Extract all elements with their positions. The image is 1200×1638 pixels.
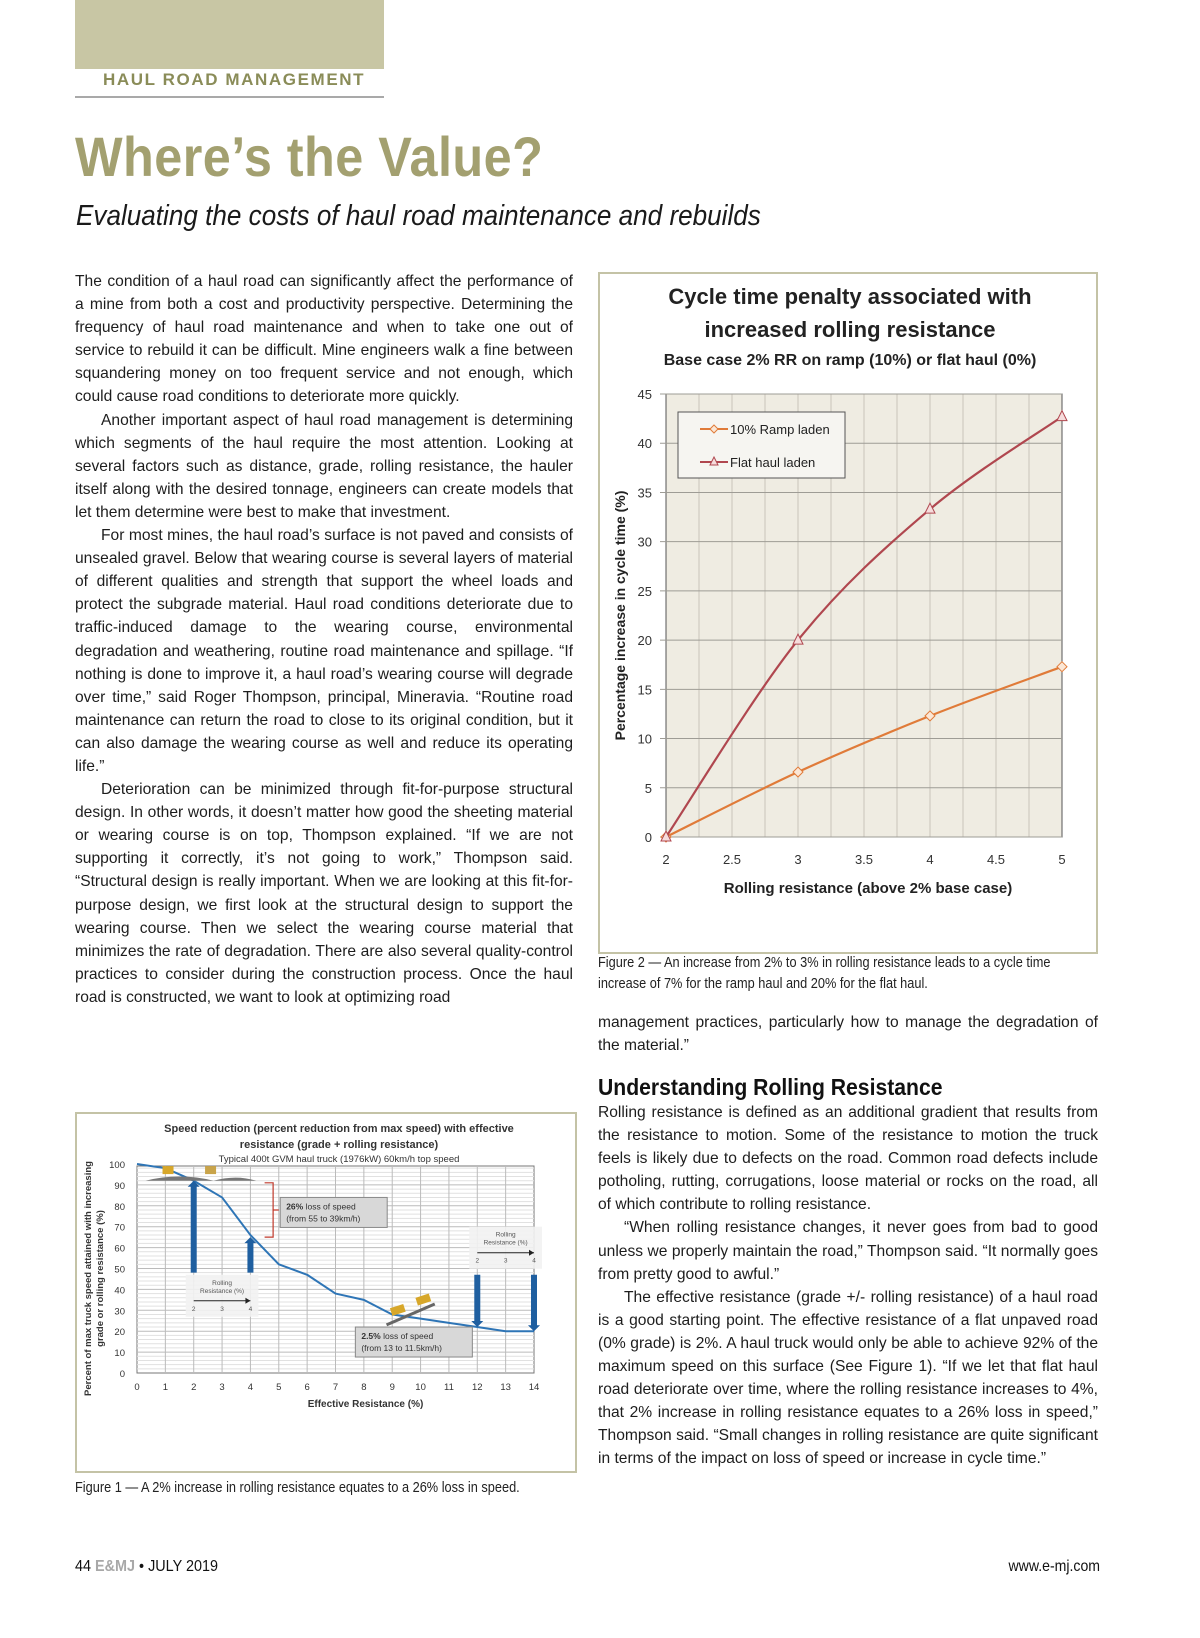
x-tick-label: 13 [500, 1382, 511, 1393]
page-number: 44 [75, 1558, 92, 1575]
y-tick-label: 30 [637, 534, 652, 550]
y-tick-label: 15 [637, 682, 652, 698]
figure-2-chart [600, 274, 1096, 952]
annotation-text: (from 13 to 11.5km/h) [361, 1343, 442, 1354]
y-tick-label: 0 [119, 1369, 125, 1380]
y-tick-label: 90 [114, 1180, 125, 1192]
x-tick-label: 5 [276, 1382, 282, 1393]
legend-label: 10% Ramp laden [730, 422, 830, 437]
rolling-resistance-scale-label: Rolling [212, 1279, 233, 1287]
paragraph: management practices, particularly how to manage the degradation of the material.” [598, 1014, 1098, 1055]
x-tick-label: 7 [332, 1382, 339, 1393]
y-tick-label: 40 [114, 1285, 125, 1297]
paragraph: Another important aspect of haul road management is determining which segments of the haul require the most attention. Looking at several factors such as distance, grade, rolling resistance, the hauler itself along with the desired tonnage, engineers can create models that let them determine were best to make that investment. [75, 411, 573, 521]
x-tick-label: 11 [443, 1382, 454, 1393]
rolling-resistance-scale-tick: 3 [220, 1305, 224, 1313]
figure-2-caption: Figure 2 — An increase from 2% to 3% in rolling resistance leads to a cycle time increase of 7% for the ramp haul and 20% for the flat haul. [598, 955, 1051, 992]
x-tick-label: 4 [926, 852, 934, 867]
annotation-text: 2.5% loss of speed [361, 1331, 434, 1342]
annotation-text: (from 55 to 39km/h) [286, 1213, 361, 1224]
issue-date: • JULY 2019 [139, 1558, 219, 1575]
deck-subtitle: Evaluating the costs of haul road maintenance and rebuilds [76, 200, 761, 232]
chart-title-line2: resistance (grade + rolling resistance) [239, 1139, 439, 1151]
rolling-resistance-scale-label: Resistance (%) [200, 1287, 245, 1295]
y-tick-label: 25 [637, 583, 652, 599]
x-tick-label: 1 [162, 1382, 169, 1393]
footer-url[interactable]: www.e-mj.com [1008, 1558, 1100, 1575]
section-divider [75, 96, 384, 98]
rolling-resistance-scale-tick: 4 [248, 1305, 253, 1313]
x-tick-label: 5 [1058, 852, 1066, 867]
y-tick-label: 20 [114, 1327, 125, 1339]
x-tick-label: 3 [219, 1382, 225, 1393]
paragraph: Rolling resistance is defined as an additional gradient that results from the resistance to motion. Some of the resistance to motion the truck feels is likely due to defects on the road. Common road defects include potholing, rutting, corrugations, loose material or rocks on the road, all of which contribute to rolling resistance. [598, 1104, 1098, 1214]
x-tick-label: 14 [528, 1382, 540, 1393]
x-tick-label: 3 [794, 852, 802, 867]
x-tick-label: 4.5 [986, 852, 1006, 867]
x-tick-label: 2 [662, 852, 670, 867]
x-tick-label: 8 [361, 1382, 367, 1393]
x-tick-label: 2.5 [722, 852, 742, 867]
y-tick-label: 60 [114, 1243, 125, 1255]
legend-label: Flat haul laden [730, 455, 816, 470]
x-tick-label: 12 [471, 1382, 483, 1393]
paragraph: The condition of a haul road can significantly affect the performance of a mine from both a cost and productivity perspective. Determining the frequency of haul road maintenance and when to take one out of service to rebuild it can be difficult. Mine engineers walk a fine between squandering money on too frequent service and not enough, which could cause road conditions to deteriorate more quickly. [75, 273, 573, 406]
y-tick-label: 40 [637, 436, 652, 452]
figure-1-chart [77, 1114, 575, 1471]
body-right-column [598, 1101, 1098, 1471]
rolling-resistance-scale-tick: 2 [475, 1257, 480, 1265]
chart-title-line1: Cycle time penalty associated with [668, 284, 1032, 309]
chart-subtitle: Typical 400t GVM haul truck (1976kW) 60km/h top speed [218, 1154, 460, 1165]
x-tick-label: 9 [389, 1382, 395, 1393]
y-tick-label: 10 [114, 1348, 125, 1360]
paragraph: “When rolling resistance changes, it never goes from bad to good unless we properly maintain the road,” Thompson said. “It normally goes from pretty good to awful.” [598, 1219, 1098, 1283]
paragraph: The effective resistance (grade +/- rolling resistance) of a haul road is a good starting point. The effective resistance of a flat unpaved road (0% grade) is 2%. A haul truck would only be able to achieve 92% of the maximum speed on this surface (See Figure 1). “If we let that flat haul road deteriorate over time, where the rolling resistance increases to 4%, that 2% increase in rolling resistance equates to a 26% loss in speed,” Thompson said. “Small changes in rolling resistance are quite significant in terms of the impact on loss of speed or increase in cycle time.” [598, 1288, 1098, 1468]
haul-truck-icon [205, 1166, 216, 1174]
y-tick-label: 45 [637, 387, 652, 402]
haul-truck-icon [163, 1166, 174, 1174]
rolling-resistance-scale-label: Resistance (%) [483, 1239, 528, 1247]
x-tick-label: 0 [134, 1382, 140, 1393]
paragraph: For most mines, the haul road’s surface is not paved and consists of unsealed gravel. Below that wearing course is several layers of material of different qualities and strength that support the wheel loads and protect the subgrade material. Haul road conditions deteriorate due to traffic-induced damage to the wearing course, environmental degradation and weathering, routine road maintenance and spillage. “If nothing is done to improve it, a haul road’s wearing course will degrade over time,” said Roger Thompson, principal, Mineravia. “Routine road maintenance can return the road to close to its original condition, but it can also damage the wearing course as well and reduce its operating life.” [75, 527, 573, 775]
y-tick-label: 50 [114, 1264, 125, 1276]
annotation-text: 26% loss of speed [286, 1201, 356, 1212]
rolling-resistance-scale-tick: 3 [503, 1257, 508, 1265]
section-subhead: Understanding Rolling Resistance [598, 1074, 943, 1100]
y-axis-label: Percentage increase in cycle time (%) [612, 490, 628, 741]
y-axis-label-line2: grade or rolling resistance (%) [95, 1210, 106, 1347]
x-tick-label: 3.5 [854, 852, 874, 867]
y-tick-label: 0 [644, 830, 652, 845]
y-tick-label: 5 [644, 780, 652, 796]
chart-title-line1: Speed reduction (percent reduction from max speed) with effective [164, 1123, 514, 1135]
figure-2 [598, 272, 1098, 954]
body-right-continuation [598, 1011, 1098, 1057]
x-tick-label: 6 [304, 1382, 310, 1393]
x-tick-label: 10 [415, 1382, 426, 1393]
publication-brand: E&MJ [95, 1558, 136, 1575]
figure-1 [75, 1112, 577, 1473]
figure-1-caption: Figure 1 — A 2% increase in rolling resistance equates to a 26% loss in speed. [75, 1480, 520, 1496]
y-axis-label-line1: Percent of max truck speed attained with increasing [83, 1161, 94, 1396]
y-tick-label: 80 [114, 1201, 125, 1213]
x-axis-label: Effective Resistance (%) [307, 1399, 424, 1410]
y-tick-label: 70 [114, 1222, 125, 1234]
footer-left [75, 1558, 218, 1576]
headline: Where’s the Value? [75, 125, 544, 188]
x-tick-label: 2 [191, 1382, 197, 1393]
chart-title-line2: increased rolling resistance [704, 317, 996, 342]
y-tick-label: 30 [114, 1306, 125, 1318]
y-tick-label: 20 [637, 633, 652, 649]
y-tick-label: 100 [109, 1160, 125, 1171]
x-tick-label: 4 [247, 1382, 254, 1393]
paragraph: Deterioration can be minimized through fit-for-purpose structural design. In other words, it doesn’t matter how good the sheeting material or wearing course is on top, Thompson explained. “If we are not supporting it correctly, it’s not going to work,” Thompson said. “Structural design is really important. When we are looking at this fit-for-purpose design, we first look at the structural design to support the wearing course. Then we select the wearing course material that minimizes the rate of degradation. There are also several quality-control practices to consider during the construction process. Once the haul road is constructed, we want to look at optimizing road [75, 781, 573, 1006]
y-tick-label: 35 [637, 485, 652, 501]
chart-subtitle: Base case 2% RR on ramp (10%) or flat haul (0%) [663, 352, 1037, 369]
body-left-column [75, 270, 573, 1009]
rolling-resistance-scale-tick: 4 [532, 1257, 536, 1265]
x-axis-label: Rolling resistance (above 2% base case) [723, 880, 1013, 897]
section-label: HAUL ROAD MANAGEMENT [103, 70, 366, 89]
y-tick-label: 10 [637, 731, 652, 747]
header-color-bar [75, 0, 384, 69]
rolling-resistance-scale-label: Rolling [495, 1231, 516, 1239]
rolling-resistance-scale-tick: 2 [191, 1305, 196, 1313]
